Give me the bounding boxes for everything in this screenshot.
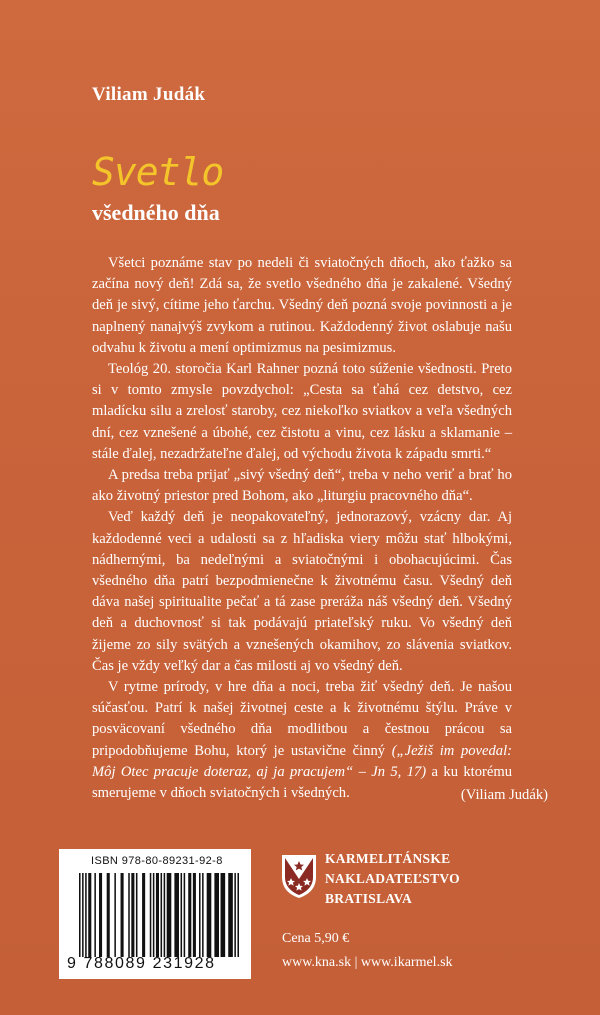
blurb-paragraph-text: V rytme prírody, v hre dňa a noci, treba žiť všedný deň. Je našou súčasťou. Patrí k našej životnej ceste a k životnému štýlu. Práve v posväcovaní všedného dňa modlitbou a čestnou prácou sa pripodobňujeme Bohu, ktorý je ustavične činný xyxy=(92,679,512,759)
publisher-name xyxy=(325,849,460,909)
blurb-text xyxy=(92,253,512,804)
bible-quote: („Ježiš im povedal: Môj Otec pracuje doteraz, aj ja pracujem“ – Jn 5, 17) xyxy=(92,742,512,780)
website-links: www.kna.sk | www.ikarmel.sk xyxy=(282,955,453,970)
blurb-paragraph: Všetci poznáme stav po nedeli či sviatočných dňoch, ako ťažko sa začína nový deň! Zdá sa, že svetlo všedného dňa je zakalené. Všedný deň je sivý, cítime jeho ťarchu. Všedný deň pozná svoje povinnosti a je naplnený nanajvýš zvykom a rutinou. Každodenný život oslabuje našu odvahu k životu a mení optimizmus na pesimizmus. xyxy=(92,255,512,356)
ean-digits: 9 788089 231928 xyxy=(67,955,216,972)
author-name: Viliam Judák xyxy=(92,84,206,105)
blurb-paragraph: A predsa treba prijať „sivý všedný deň“, treba v neho veriť a brať ho ako životný priestor pred Bohom, ako „liturgiu pracovného dňa“. xyxy=(92,467,512,505)
price: Cena 5,90 € xyxy=(282,931,350,946)
blurb-paragraph-last xyxy=(92,677,512,804)
blurb-paragraph: Teológ 20. storočia Karl Rahner pozná toto súženie všednosti. Preto si v tomto zmysle povzdychol: „Cesta sa ťahá cez detstvo, cez mladícku silu a zrelosť staroby, cez niekoľko sviatkov a veľa všedných dní, cez vznešené a úbohé, cez čistotu a vinu, cez lásku a sklamanie – stále ďalej, nezadržateľne ďalej, od východu života k západu smrti.“ xyxy=(92,361,512,462)
barcode-box xyxy=(59,849,251,979)
blurb-paragraph-end: a ku ktorému smerujeme v dňoch sviatočných i všedných. xyxy=(92,763,512,802)
title-subtitle: všedného dňa xyxy=(92,200,220,225)
blurb-paragraph: Veď každý deň je neopakovateľný, jednorazový, vzácny dar. Aj každodenné veci a udalosti sa z hľadiska viery môžu stať hlbokými, nádhernými, ba nedeľnými a sviatočnými i obohacujúcimi. Čas všedného dňa patrí bezpodmienečne k životnému času. Všedný deň dáva našej spiritualite pečať a tá zase preráža náš všedný deň. Všedný deň a duchovnosť si tak podávajú priateľský ruku. Vo všedný deň žijeme zo sily svätých a vznešených okamihov, zo slávenia sviatkov. Čas je vždy veľký dar a čas milosti aj vo všedný deň. xyxy=(92,509,512,674)
title-main: Svetlo xyxy=(92,150,224,194)
publisher-block xyxy=(280,849,570,989)
signature: (Viliam Judák) xyxy=(460,787,548,803)
isbn-label: ISBN 978-80-89231-92-8 xyxy=(91,855,223,867)
publisher-name-line: KARMELITÁNSKE xyxy=(325,851,451,866)
publisher-logo-icon xyxy=(280,853,318,899)
publisher-name-line: BRATISLAVA xyxy=(325,891,413,906)
publisher-name-line: NAKLADATEĽSTVO xyxy=(325,871,460,886)
barcode-icon xyxy=(79,873,239,957)
